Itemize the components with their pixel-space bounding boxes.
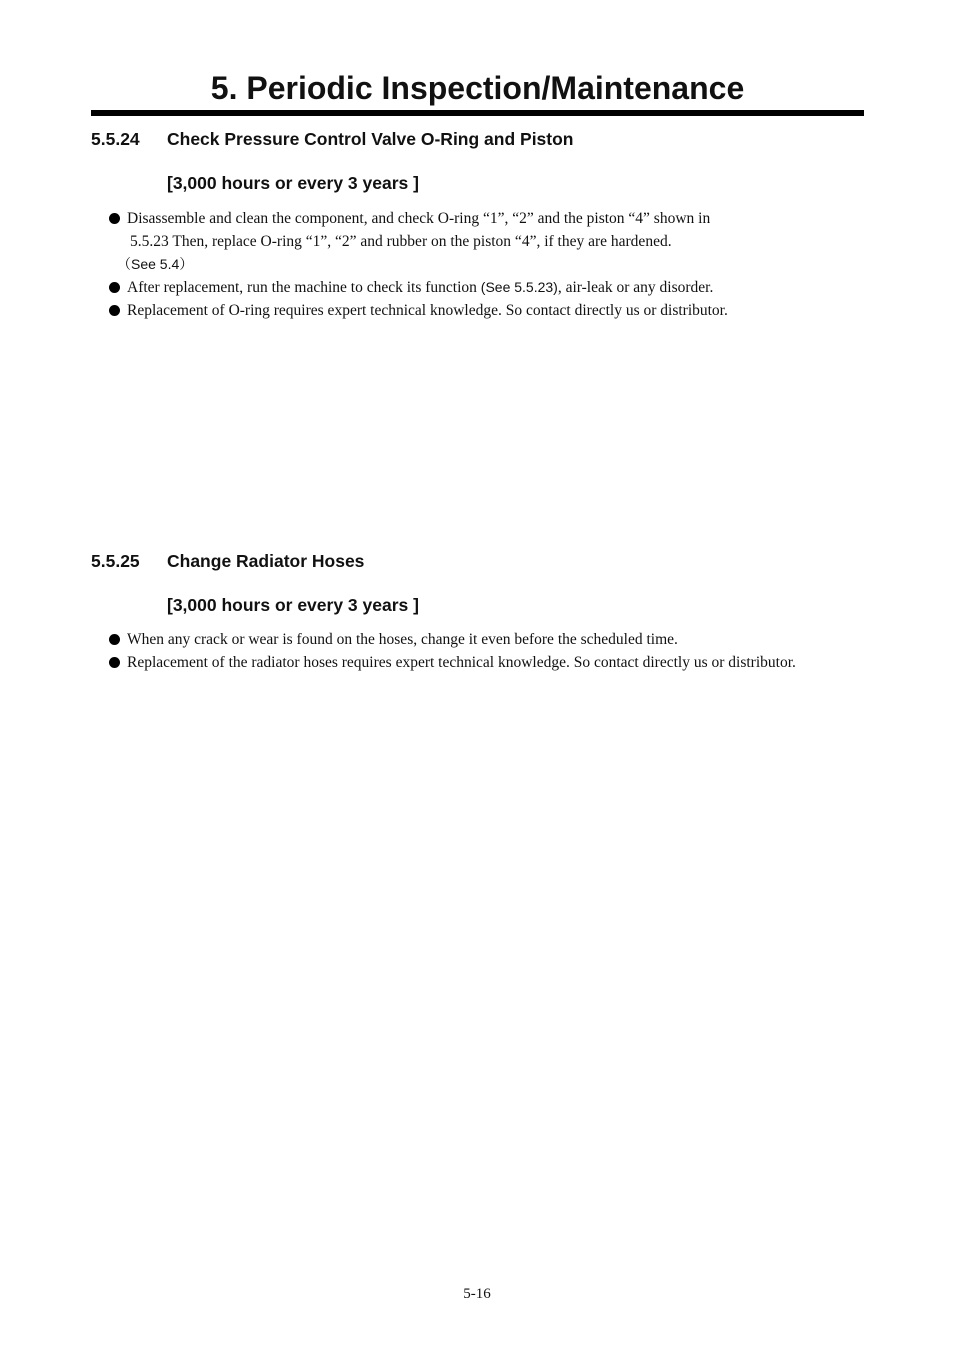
maintenance-interval: [3,000 hours or every 3 years ] [167,173,419,193]
list-item [106,651,852,674]
bullet-text: After replacement, run the machine to check its function [127,279,481,296]
section-number: 5.5.25 [91,551,140,571]
bullet-icon [109,634,120,645]
section-number: 5.5.24 [91,129,140,149]
page-number: 5-16 [463,1286,491,1302]
section-title: Check Pressure Control Valve O-Ring and Piston [167,129,574,149]
bullet-text: , air-leak or any disorder. [557,279,714,296]
bullet-text: Replacement of the radiator hoses requires expert technical knowledge. So contact directly us or distributor. [127,654,796,671]
bullet-text-line: 5.5.23 Then, replace O-ring “1”, “2” and rubber on the piston “4”, if they are hardened. [130,233,672,250]
title-rule [91,110,864,116]
bullet-icon [109,282,120,293]
bullet-text-line: Disassemble and clean the component, and check O-ring “1”, “2” and the piston “4” shown in [127,210,711,227]
list-item [106,276,852,299]
page-title: 5. Periodic Inspection/Maintenance [210,70,745,106]
bullet-reference: （See 5.4） [117,256,194,272]
bullet-text: Replacement of O-ring requires expert technical knowledge. So contact directly us or distributor. [127,302,728,319]
section-heading-5-5-25 [91,550,364,572]
list-item [106,207,852,276]
bullet-reference: (See 5.5.23) [480,279,558,295]
section-title: Change Radiator Hoses [167,551,365,571]
bullet-list-5-5-24 [106,207,852,322]
section-heading-5-5-24 [91,128,574,150]
maintenance-interval: [3,000 hours or every 3 years ] [167,595,419,615]
bullet-icon [109,213,120,224]
list-item [106,628,852,651]
bullet-icon [109,305,120,316]
list-item [106,299,852,322]
bullet-icon [109,657,120,668]
bullet-text: When any crack or wear is found on the hoses, change it even before the scheduled time. [127,631,678,648]
bullet-list-5-5-25 [106,628,852,674]
